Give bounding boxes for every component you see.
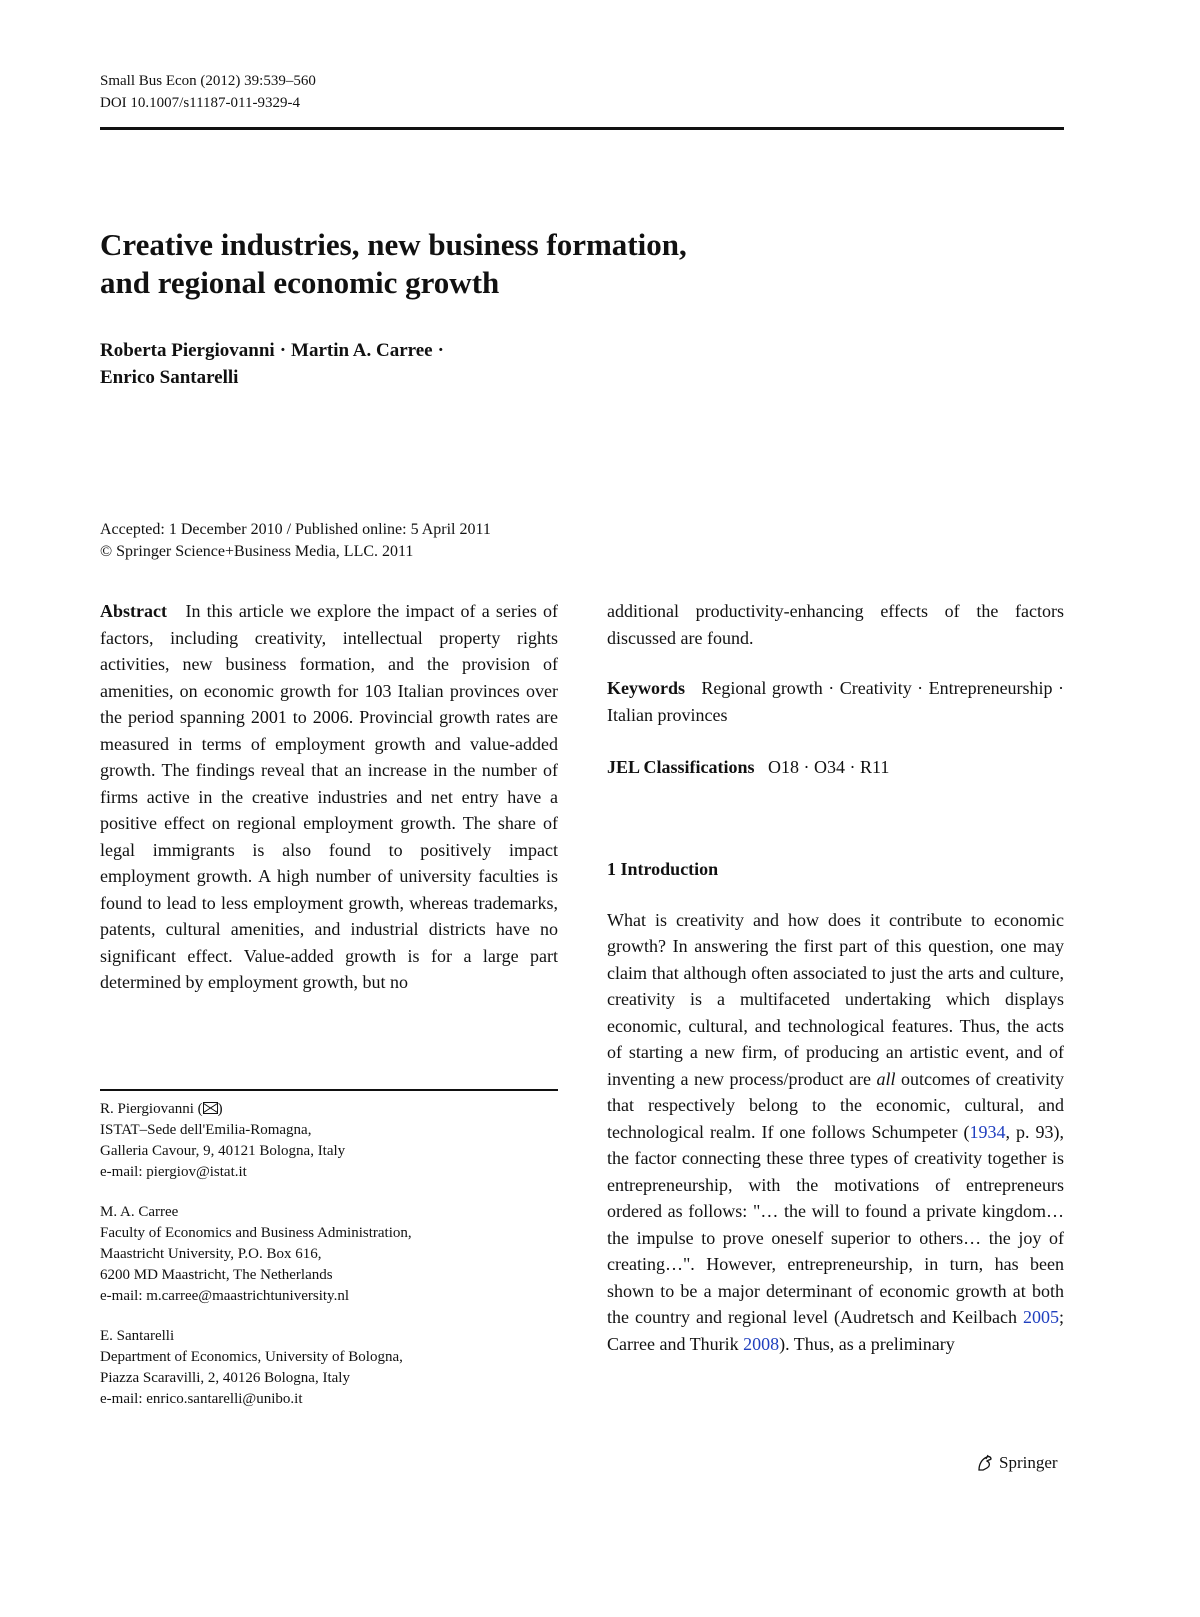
abstract [100, 598, 558, 996]
author-1: Roberta Piergiovanni [100, 340, 275, 361]
jel-classifications [607, 754, 1064, 781]
author-2: Martin A. Carree [291, 340, 433, 361]
citation-link[interactable]: 2005 [1022, 1307, 1059, 1327]
affiliation-line: Department of Economics, University of Bologna, [100, 1349, 403, 1365]
affiliation-name: E. Santarelli [100, 1328, 175, 1344]
keywords-label: Keywords [607, 678, 685, 698]
intro-text: outcomes of creativity that respectively belong to the economic, cultural, and technological realm. If one follows Schumpeter ( [607, 1068, 1064, 1142]
left-column [100, 598, 558, 996]
section-heading: 1 Introduction [607, 858, 719, 879]
intro-text: ; Carree and Thurik [607, 1307, 1064, 1354]
copyright: © Springer Science+Business Media, LLC. 2011 [100, 543, 414, 560]
jel-text: O18 · O34 · R11 [768, 757, 890, 777]
header-rule [100, 127, 1064, 130]
author-3: Enrico Santarelli [100, 367, 239, 388]
affiliation-name: R. Piergiovanni [100, 1101, 194, 1117]
intro-text: ). Thus, as a preliminary [779, 1333, 955, 1354]
paper-title [100, 226, 900, 302]
affiliation-email: e-mail: piergiov@istat.it [100, 1164, 247, 1180]
title-line-2: and regional economic growth [100, 265, 500, 300]
affiliation-line: ISTAT–Sede dell'Emilia-Romagna, [100, 1122, 312, 1138]
footnote-rule [100, 1089, 558, 1091]
author-list [100, 337, 449, 391]
intro-text: What is creativity and how does it contribute to economic growth? In answering the first part of this question, one may claim that although often associated to just the arts and culture, creativity is a multifaceted undertaking which displays economic, cultural, and technological features. Thus, the acts of starting a new firm, of producing an artistic event, and of inventing a new process/product are [607, 909, 1064, 1089]
keywords-text: Regional growth · Creativity · Entrepreneurship · Italian provinces [607, 678, 1065, 725]
intro-emphasis: all [876, 1068, 896, 1089]
abstract-label: Abstract [100, 601, 167, 621]
affiliation-line: Galleria Cavour, 9, 40121 Bologna, Italy [100, 1143, 346, 1159]
citation-link[interactable]: 1934 [969, 1121, 1006, 1142]
publication-dates [100, 519, 491, 563]
affiliation-line: 6200 MD Maastricht, The Netherlands [100, 1267, 333, 1283]
title-line-1: Creative industries, new business formation, [100, 227, 687, 262]
journal-citation: Small Bus Econ (2012) 39:539–560 [100, 73, 316, 89]
citation-link[interactable]: 2008 [743, 1333, 780, 1354]
right-column [607, 598, 1064, 1357]
journal-header [100, 70, 316, 114]
publisher-name: Springer [999, 1453, 1058, 1472]
introduction-paragraph [607, 907, 1064, 1358]
affiliation-email: e-mail: m.carree@maastrichtuniversity.nl [100, 1288, 349, 1304]
affiliation-email: e-mail: enrico.santarelli@unibo.it [100, 1391, 303, 1407]
author-separator: · [437, 340, 444, 361]
doi: DOI 10.1007/s11187-011-9329-4 [100, 95, 300, 111]
affiliation-name: M. A. Carree [100, 1204, 179, 1220]
abstract-text: In this article we explore the impact of a series of factors, including creativity, intellectual property rights activities, new business formation, and the provision of amenities, on economic growth for 103 Italian provinces over the period spanning 2001 to 2006. Provincial growth rates are measured in terms of employment growth and value-added growth. The findings reveal that an increase in the number of firms active in the creative industries and net entry have a positive effect on regional employment growth. The share of legal immigrants is also found to positively impact employment growth. A high number of university faculties is found to lead to less employment growth, whereas trademarks, patents, cultural amenities, and industrial districts have no significant effect. Value-added growth is for a large part determined by employment growth, but no [100, 601, 558, 992]
abstract-continuation: additional productivity-enhancing effects of the factors discussed are found. [607, 601, 1064, 648]
author-separator: · [279, 340, 287, 361]
affiliation-3 [100, 1326, 560, 1410]
affiliation-1: R. Piergiovanni ( ) ISTAT–Sede dell'Emilia-Romagna, Galleria Cavour, 9, 40121 Bologna, Italy e-mail: piergiov@istat.it [100, 1099, 560, 1183]
accepted-published: Accepted: 1 December 2010 / Published online: 5 April 2011 [100, 521, 491, 538]
jel-label: JEL Classifications [607, 757, 755, 777]
affiliation-line: Piazza Scaravilli, 2, 40126 Bologna, Italy [100, 1370, 350, 1386]
envelope-icon [203, 1102, 218, 1114]
affiliations [100, 1099, 560, 1429]
publisher-logo [975, 1453, 1058, 1473]
affiliation-2 [100, 1202, 560, 1307]
intro-text: , p. 93), the factor connecting these three types of creativity together is entrepreneurship, with the motivations of entrepreneurs ordered as follows: "… the will to found a private kingdom… the impulse to prove oneself superior to others… the joy of creating…". However, entrepreneurship, in turn, has been shown to be a major determinant of economic growth at both the country and regional level (Audretsch and Keilbach [607, 1121, 1064, 1327]
affiliation-line: Faculty of Economics and Business Administration, [100, 1225, 412, 1241]
springer-horse-icon [975, 1453, 995, 1473]
keywords [607, 675, 1064, 728]
affiliation-line: Maastricht University, P.O. Box 616, [100, 1246, 322, 1262]
